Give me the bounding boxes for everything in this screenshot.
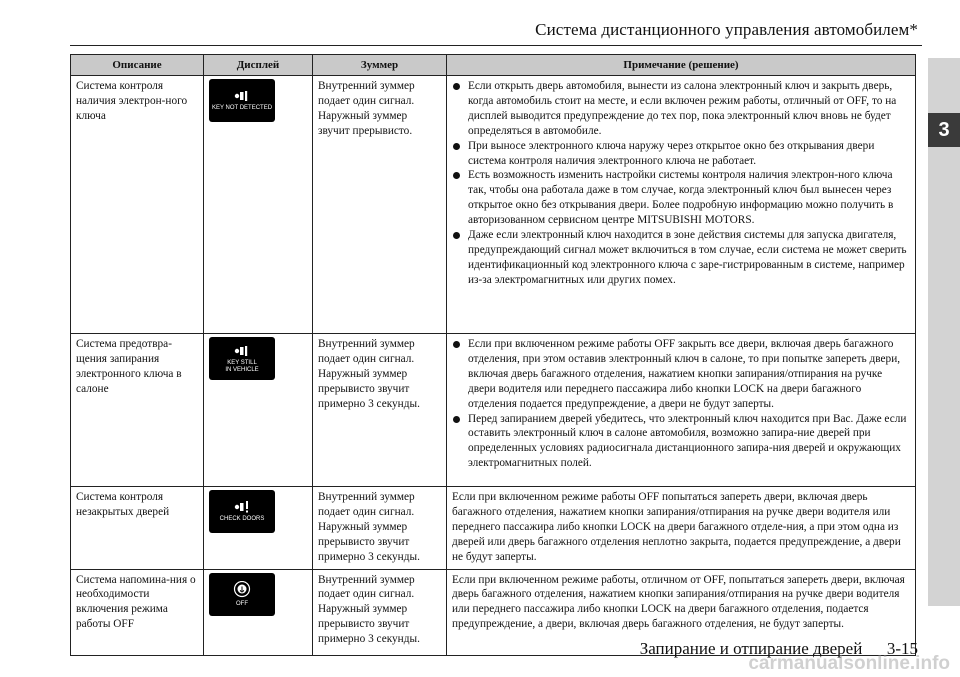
display-screen <box>209 490 275 533</box>
row-display <box>204 76 313 334</box>
chapter-tab: 3 <box>928 113 960 147</box>
row-buzzer: Внутренний зуммер подает один сигнал. Наружный зуммер прерывисто звучит примерно 3 секунды. <box>313 334 447 487</box>
table-row <box>71 76 916 334</box>
header-buzzer: Зуммер <box>313 55 447 76</box>
row-buzzer: Внутренний зуммер подает один сигнал. Наружный зуммер прерывисто звучит примерно 3 секунды. <box>313 487 447 570</box>
header-description: Описание <box>71 55 204 76</box>
display-caption: CHECK DOORS <box>219 516 265 522</box>
footer-section: Запирание и отпирание дверей <box>639 639 863 658</box>
table-row <box>71 334 916 487</box>
key-icon <box>232 89 252 103</box>
display-screen <box>209 573 275 616</box>
note-item: Если при включенном режиме работы OFF закрыть все двери, включая дверь багажного отделения, при этом оставив электронный ключ в салоне, то при попытке запереть двери, включая дверь багажного отделения, нажатием кнопки запирания/отпирания на ручке двери водителя или переднего пассажира либо кнопки LOCK на двери багажного отделения подается предупреждение, а двери не будут заперты. <box>452 337 910 412</box>
row-note <box>447 76 916 334</box>
display-caption: OFF <box>236 600 248 607</box>
row-display <box>204 334 313 487</box>
row-note <box>447 334 916 487</box>
display-caption: KEY NOT DETECTED <box>211 105 273 111</box>
row-display <box>204 569 313 655</box>
row-description: Система предотвра-щения запирания электронного ключа в салоне <box>71 334 204 487</box>
row-display <box>204 487 313 570</box>
note-item: При выносе электронного ключа наружу через открытое окно без открывания двери система контроля наличия электронного ключа не работает. <box>452 139 910 169</box>
header-note: Примечание (решение) <box>447 55 916 76</box>
note-item: Даже если электронный ключ находится в зоне действия системы для запуска двигателя, предупреждающий сигнал может включиться в том случае, если система не может сверить идентификационный код электронного ключа с заре-гистрированным в системе, например из-за электромагнитных или других помех. <box>452 228 910 288</box>
row-description: Система напомина-ния о необходимости включения режима работы OFF <box>71 569 204 655</box>
push-button-icon <box>232 581 252 599</box>
header-display: Дисплей <box>204 55 313 76</box>
note-item: Есть возможность изменить настройки системы контроля наличия электрон-ного ключа так, чтобы она работала даже в том случае, когда электронный ключ был вынесен через открытое окно без открывания двери. Более подробную информацию можно получить в авторизованном сервисном центре MITSUBISHI MOTORS. <box>452 168 910 228</box>
warning-table <box>70 54 916 656</box>
display-caption-line1: KEY STILL <box>227 359 257 366</box>
note-item: Если открыть дверь автомобиля, вынести из салона электронный ключ и закрыть дверь, когда автомобиль стоит на месте, и если включен режим работы, отличный от OFF, то на дисплей выводится предупреждение до тех пор, пока электронный ключ вновь не будет определяться в автомобиле. <box>452 79 910 139</box>
row-buzzer: Внутренний зуммер подает один сигнал. Наружный зуммер прерывисто звучит примерно 3 секунды. <box>313 569 447 655</box>
watermark: carmanualsonline.info <box>748 653 950 674</box>
page-title: Система дистанционного управления автомобилем* <box>535 20 918 39</box>
title-rule <box>70 45 922 46</box>
row-description: Система контроля незакрытых дверей <box>71 487 204 570</box>
footer-page-number: 3-15 <box>886 639 918 658</box>
display-caption-line2: IN VEHICLE <box>225 366 259 373</box>
display-screen <box>209 79 275 122</box>
table-header-row <box>71 55 916 76</box>
row-description: Система контроля наличия электрон-ного ключа <box>71 76 204 334</box>
key-warning-icon <box>232 500 252 514</box>
row-note: Если при включенном режиме работы OFF попытаться запереть двери, включая дверь багажного отделения, нажатием кнопки запирания/отпирания на ручке двери водителя или переднего пассажира либо кнопки LOCK на двери багажного отделе-ния, а при этом одна из дверей или дверь багажного отделения неплотно закрыта, подается предупреждение, а двери не будут заперты. <box>447 487 916 570</box>
key-icon <box>232 344 252 358</box>
table-row <box>71 487 916 570</box>
display-screen <box>209 337 275 380</box>
row-note: Если при включенном режиме работы, отличном от OFF, попытаться запереть двери, включая дверь багажного отделения, нажатием кнопки запирания/отпирания на ручке двери водителя или переднего пассажира либо кнопки LOCK на двери багажного отделения, подается предупреждение, а двери, включая дверь багажного отделения, не будут заперты. <box>447 569 916 655</box>
row-buzzer: Внутренний зуммер подает один сигнал. Наружный зуммер звучит прерывисто. <box>313 76 447 334</box>
note-item: Перед запиранием дверей убедитесь, что электронный ключ находится при Вас. Даже если оставить электронный ключ в салоне автомобиля, возможно запира-ние дверей при определенных условиях радиосигнала дистанционного запира-ния дверей и окружающих электромагнитных полей. <box>452 412 910 472</box>
